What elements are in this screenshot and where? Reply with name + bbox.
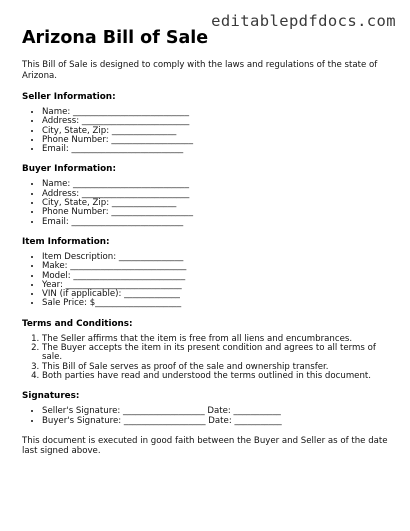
closing-paragraph: This document is executed in good faith between the Buyer and Seller as of the date last signed above.: [22, 435, 388, 457]
seller-phone-field: • Phone Number: ___________________: [42, 136, 394, 145]
site-watermark: editablepdfdocs.com: [211, 12, 396, 30]
seller-fields: [22, 108, 394, 154]
buyer-city-field: • City, State, Zip: _______________: [42, 199, 394, 208]
seller-name-field: • Name: ___________________________: [42, 108, 394, 117]
seller-city-field: • City, State, Zip: _______________: [42, 127, 394, 136]
document-page: [22, 28, 394, 457]
buyer-heading: Buyer Information:: [22, 164, 116, 175]
seller-heading: Seller Information:: [22, 92, 116, 102]
terms-list: [22, 335, 394, 381]
terms-heading: Terms and Conditions:: [22, 318, 133, 329]
seller-signature-line: • Seller's Signature: ___________________ Date: ___________: [42, 407, 394, 416]
item-model-field: • Model: __________________________: [42, 272, 394, 281]
signatures-heading: Signatures:: [22, 391, 80, 402]
seller-email-field: • Email: __________________________: [42, 145, 394, 154]
item-year-field: • Year: ___________________________: [42, 281, 394, 290]
buyer-phone-field: • Phone Number: ___________________: [42, 208, 394, 217]
item-price-field: • Sale Price: $____________________: [42, 299, 394, 308]
item-fields: [22, 253, 394, 309]
term-item: 1. The Seller affirms that the item is free from all liens and encumbrances.: [42, 335, 394, 344]
buyer-email-field: • Email: __________________________: [42, 218, 394, 227]
item-make-field: • Make: ___________________________: [42, 262, 394, 271]
seller-address-field: • Address: _________________________: [42, 117, 394, 126]
term-item: 3. This Bill of Sale serves as proof of the sale and ownership transfer.: [42, 363, 394, 372]
signatures-list: [22, 407, 394, 426]
item-description-field: • Item Description: _______________: [42, 253, 394, 262]
item-vin-field: • VIN (if applicable): _____________: [42, 290, 394, 299]
term-item: 4. Both parties have read and understood the terms outlined in this document.: [42, 372, 394, 381]
buyer-fields: [22, 180, 394, 226]
document-title: Arizona Bill of Sale: [22, 28, 209, 48]
term-item: 2. The Buyer accepts the item in its present condition and agrees to all terms of sale.: [42, 344, 394, 363]
buyer-address-field: • Address: _________________________: [42, 190, 394, 199]
buyer-signature-line: • Buyer's Signature: ___________________ Date: ___________: [42, 417, 394, 426]
item-heading: Item Information:: [22, 236, 110, 247]
buyer-name-field: • Name: ___________________________: [42, 180, 394, 189]
intro-paragraph: This Bill of Sale is designed to comply with the laws and regulations of the state of Arizona.: [22, 60, 378, 81]
